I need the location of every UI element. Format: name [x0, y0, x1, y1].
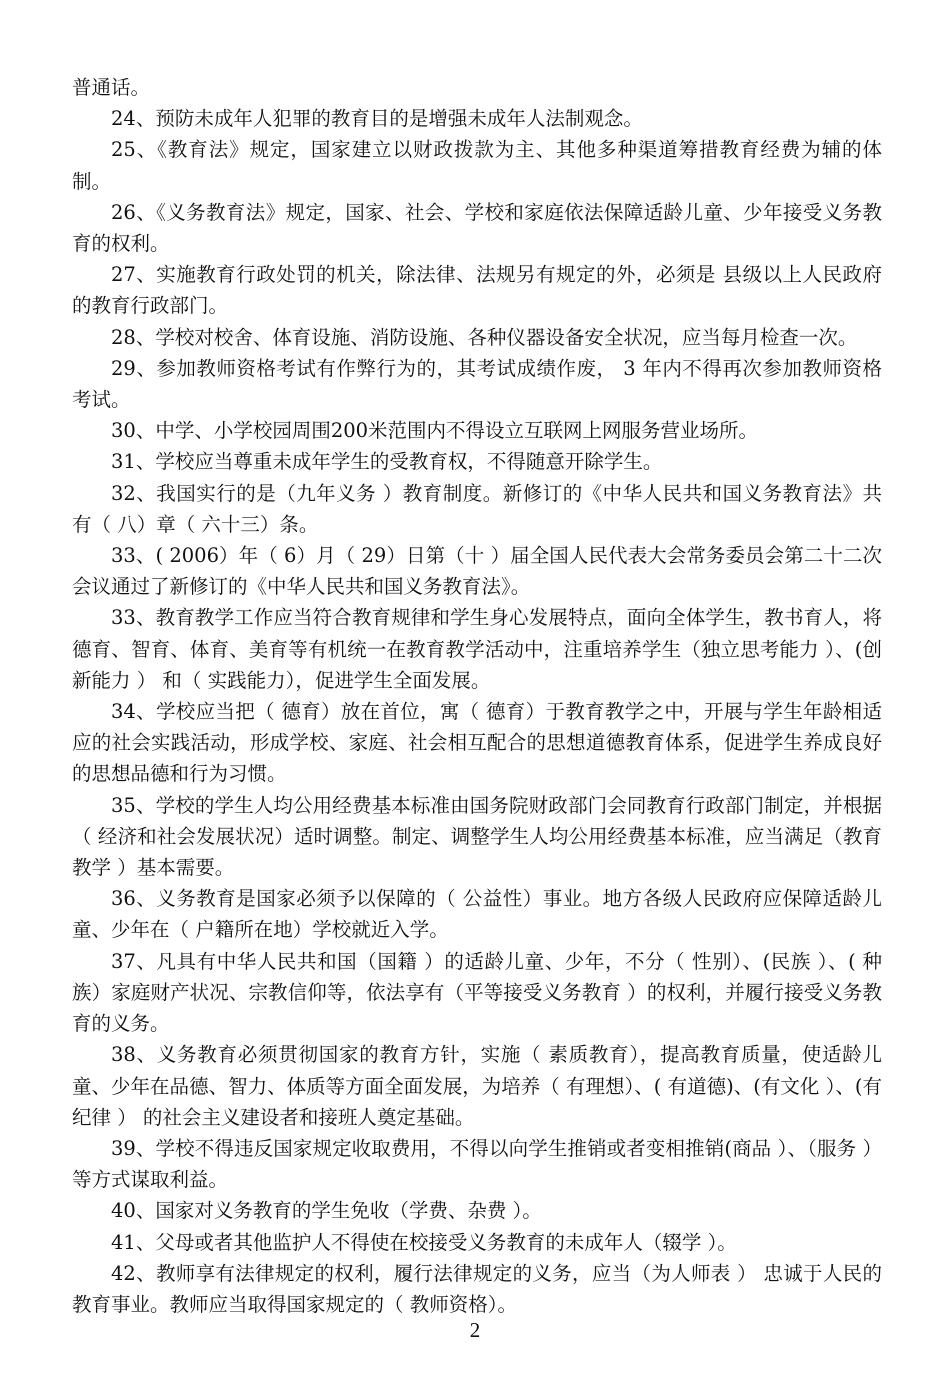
- page-number: 2: [469, 1318, 481, 1342]
- paragraph-item-26: 26、《义务教育法》规定，国家、社会、学校和家庭依法保障适龄儿童、少年接受义务教育的权利。: [72, 200, 882, 256]
- paragraph-item-31: 31、学校应当尊重未成年学生的受教育权，不得随意开除学生。: [111, 450, 663, 474]
- paragraph-item-42: 42、教师享有法律规定的权利，履行法律规定的义务，应当（为人师表 ） 忠诚于人民的教育事业。教师应当取得国家规定的（ 教师资格）。: [72, 1261, 882, 1316]
- paragraph-item-29: 29、参加教师资格考试有作弊行为的，其考试成绩作废， 3 年内不得再次参加教师资格考试。: [72, 356, 882, 412]
- paragraph-item-35: 35、学校的学生人均公用经费基本标准由国务院财政部门会同教育行政部门制定，并根据（ 经济和社会发展状况）适时调整。制定、调整学生人均公用经费基本标准，应当满足（教育教学 ）基本需要。: [72, 793, 882, 880]
- paragraph-item-38: 38、义务教育必须贯彻国家的教育方针，实施（ 素质教育），提高教育质量，使适龄儿童、少年在品德、智力、体质等方面全面发展，为培养（ 有理想）、( 有道德)、(有文化 ）、(有纪律 ） 的社会主义建设者和接班人奠定基础。: [72, 1043, 882, 1129]
- paragraph-continuation: 普通话。: [72, 76, 151, 99]
- paragraph-item-40: 40、国家对义务教育的学生免收（学费、杂费 ）。: [111, 1199, 542, 1223]
- paragraph-item-32: 32、我国实行的是（九年义务 ）教育制度。新修订的《中华人民共和国义务教育法》共有（ 八）章（ 六十三）条。: [72, 481, 882, 536]
- paragraph-item-33a: 33、( 2006）年（ 6）月（ 29）日第（十 ）届全国人民代表大会常务委员会第二十二次会议通过了新修订的《中华人民共和国义务教育法》。: [72, 544, 882, 599]
- paragraph-item-36: 36、义务教育是国家必须予以保障的（ 公益性）事业。地方各级人民政府应保障适龄儿童、少年在（ 户籍所在地）学校就近入学。: [72, 887, 882, 942]
- paragraph-item-27: 27、实施教育行政处罚的机关，除法律、法规另有规定的外，必须是 县级以上人民政府的教育行政部门。: [72, 263, 882, 318]
- paragraph-item-34: 34、学校应当把（ 德育）放在首位，寓（ 德育）于教育教学之中，开展与学生年龄相适应的社会实践活动，形成学校、家庭、社会相互配合的思想道德教育体系，促进学生养成良好的思想品德和行为习惯。: [72, 700, 882, 786]
- paragraph-item-28: 28、学校对校舍、体育设施、消防设施、各种仪器设备安全状况，应当每月检查一次。: [111, 325, 858, 349]
- document-body: [72, 72, 882, 1320]
- paragraph-item-37: 37、凡具有中华人民共和国（国籍 ）的适龄儿童、少年，不分（ 性别）、(民族 ）、( 种族）家庭财产状况、宗教信仰等，依法享有（平等接受义务教育 ）的权利，并履行接受义务教育的义务。: [72, 949, 882, 1036]
- paragraph-item-25: 25、《教育法》规定，国家建立以财政拨款为主、其他多种渠道筹措教育经费为辅的体制。: [72, 138, 882, 193]
- paragraph-item-33b: 33、教育教学工作应当符合教育规律和学生身心发展特点，面向全体学生，教书育人，将德育、智育、体育、美育等有机统一在教育教学活动中，注重培养学生（独立思考能力 ）、(创新能力 ） 和（ 实践能力），促进学生全面发展。: [72, 606, 882, 692]
- paragraph-item-24: 24、预防未成年人犯罪的教育目的是增强未成年人法制观念。: [111, 107, 643, 131]
- paragraph-item-41: 41、父母或者其他监护人不得使在校接受义务教育的未成年人（辍学 ）。: [111, 1230, 737, 1254]
- paragraph-item-39: 39、学校不得违反国家规定收取费用，不得以向学生推销或者变相推销(商品 ）、（服务 ）等方式谋取利益。: [72, 1136, 882, 1192]
- paragraph-item-30: 30、中学、小学校园周围200米范围内不得设立互联网上网服务营业场所。: [111, 419, 759, 443]
